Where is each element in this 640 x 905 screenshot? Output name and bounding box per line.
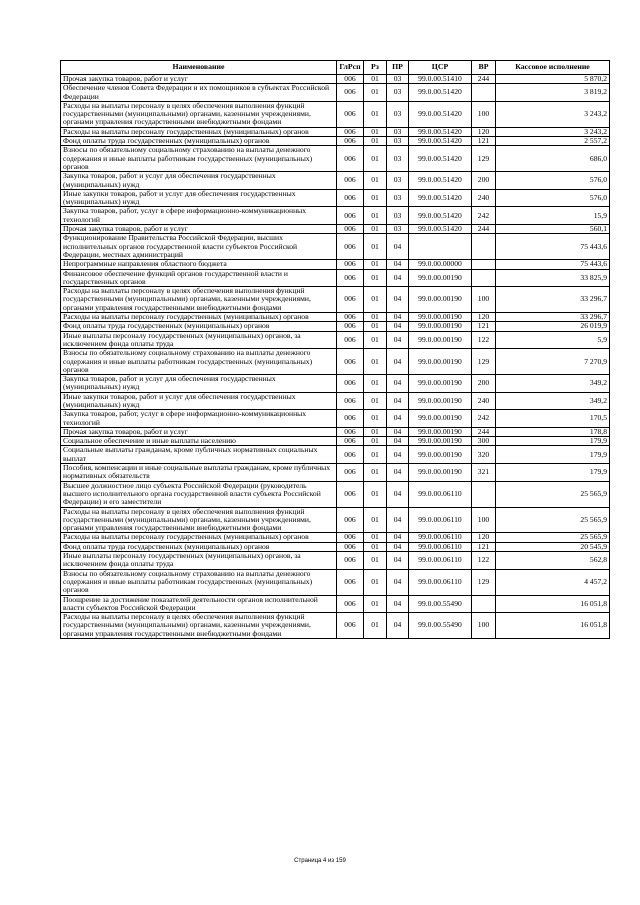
cell-vr: 244 — [472, 427, 496, 436]
cell-name: Непрограммные направления областного бюджета — [61, 260, 337, 269]
cell-vr: 244 — [472, 75, 496, 84]
cell-name: Прочая закупка товаров, работ и услуг — [61, 75, 337, 84]
table-row — [61, 410, 610, 428]
table-row — [61, 146, 610, 172]
cell-grp: 006 — [337, 234, 364, 260]
cell-vr — [472, 84, 496, 102]
cell-csr: 99.0.00.51420 — [409, 127, 472, 136]
cell-grp: 006 — [337, 189, 364, 207]
cell-vr: 121 — [472, 542, 496, 551]
page-footer: Страница 4 из 159 — [294, 858, 346, 864]
cell-csr: 99.0.00.06110 — [409, 552, 472, 570]
cell-vr — [472, 260, 496, 269]
table-row — [61, 287, 610, 313]
table-row — [61, 207, 610, 225]
cell-name: Фонд оплаты труда государственных (муниципальных) органов — [61, 322, 337, 331]
cell-rz: 01 — [364, 533, 387, 542]
cell-csr: 99.0.00.06110 — [409, 542, 472, 551]
cell-pr: 03 — [387, 207, 409, 225]
cell-csr: 99.0.00.51410 — [409, 75, 472, 84]
cell-csr: 99.0.00.00190 — [409, 427, 472, 436]
cell-vr — [472, 234, 496, 260]
cell-sum: 16 051,8 — [496, 595, 610, 613]
cell-sum: 686,0 — [496, 146, 610, 172]
table-row — [61, 322, 610, 331]
cell-vr: 129 — [472, 349, 496, 375]
cell-grp: 006 — [337, 287, 364, 313]
cell-pr: 03 — [387, 101, 409, 127]
cell-vr: 129 — [472, 146, 496, 172]
cell-sum: 33 296,7 — [496, 287, 610, 313]
cell-grp: 006 — [337, 542, 364, 551]
table-row — [61, 375, 610, 393]
cell-csr: 99.0.00.51420 — [409, 101, 472, 127]
budget-sheet — [60, 60, 609, 639]
cell-rz: 01 — [364, 75, 387, 84]
cell-rz: 01 — [364, 507, 387, 533]
header-grp: ГлРсп — [337, 61, 364, 75]
cell-sum: 16 051,8 — [496, 613, 610, 639]
cell-sum: 562,8 — [496, 552, 610, 570]
cell-vr: 100 — [472, 287, 496, 313]
cell-name: Закупка товаров, работ и услуг для обеспечения государственных (муниципальных) нужд — [61, 375, 337, 393]
cell-name: Взносы по обязательному социальному страхованию на выплаты денежного содержания и иные выплаты работникам государственных (муниципальных) органов — [61, 146, 337, 172]
cell-pr: 04 — [387, 410, 409, 428]
cell-pr: 04 — [387, 552, 409, 570]
cell-pr: 04 — [387, 437, 409, 446]
cell-grp: 006 — [337, 437, 364, 446]
cell-vr: 100 — [472, 613, 496, 639]
cell-sum: 3 243,2 — [496, 127, 610, 136]
cell-grp: 006 — [337, 613, 364, 639]
header-pr: ПР — [387, 61, 409, 75]
table-body — [61, 75, 610, 639]
cell-vr: 200 — [472, 375, 496, 393]
budget-table — [60, 60, 610, 639]
cell-vr: 240 — [472, 189, 496, 207]
cell-pr: 03 — [387, 84, 409, 102]
cell-rz: 01 — [364, 137, 387, 146]
cell-vr: 242 — [472, 207, 496, 225]
cell-vr: 129 — [472, 569, 496, 595]
cell-rz: 01 — [364, 269, 387, 287]
cell-sum: 7 270,9 — [496, 349, 610, 375]
cell-rz: 01 — [364, 225, 387, 234]
cell-pr: 04 — [387, 313, 409, 322]
cell-pr: 04 — [387, 375, 409, 393]
cell-vr — [472, 595, 496, 613]
cell-sum: 179,9 — [496, 446, 610, 464]
cell-rz: 01 — [364, 392, 387, 410]
cell-csr: 99.0.00.51420 — [409, 84, 472, 102]
cell-pr: 04 — [387, 287, 409, 313]
cell-name: Прочая закупка товаров, работ и услуг — [61, 427, 337, 436]
cell-grp: 006 — [337, 375, 364, 393]
cell-pr: 04 — [387, 349, 409, 375]
table-row — [61, 613, 610, 639]
cell-pr: 03 — [387, 225, 409, 234]
table-row — [61, 349, 610, 375]
cell-rz: 01 — [364, 446, 387, 464]
cell-name: Обеспечение членов Совета Федерации и их помощников в субъектах Российской Федерации — [61, 84, 337, 102]
cell-name: Иные выплаты персоналу государственных (муниципальных) органов, за исключением фонда оплаты труда — [61, 552, 337, 570]
cell-csr: 99.0.00.06110 — [409, 533, 472, 542]
cell-csr: 99.0.00.00000 — [409, 260, 472, 269]
cell-rz: 01 — [364, 595, 387, 613]
cell-name: Иные закупки товаров, работ и услуг для обеспечения государственных (муниципальных) нужд — [61, 392, 337, 410]
cell-csr: 99.0.00.00190 — [409, 446, 472, 464]
cell-vr: 244 — [472, 225, 496, 234]
cell-vr: 242 — [472, 410, 496, 428]
cell-pr: 04 — [387, 331, 409, 349]
table-row — [61, 260, 610, 269]
cell-sum: 33 825,9 — [496, 269, 610, 287]
cell-sum: 5,9 — [496, 331, 610, 349]
cell-sum: 576,0 — [496, 172, 610, 190]
cell-csr: 99.0.00.55490 — [409, 613, 472, 639]
cell-sum: 2 557,2 — [496, 137, 610, 146]
cell-sum: 349,2 — [496, 375, 610, 393]
cell-csr: 99.0.00.00190 — [409, 269, 472, 287]
cell-sum: 560,1 — [496, 225, 610, 234]
table-row — [61, 189, 610, 207]
cell-rz: 01 — [364, 410, 387, 428]
cell-pr: 03 — [387, 75, 409, 84]
cell-csr: 99.0.00.51420 — [409, 189, 472, 207]
cell-pr: 04 — [387, 464, 409, 482]
cell-pr: 04 — [387, 481, 409, 507]
cell-rz: 01 — [364, 146, 387, 172]
cell-sum: 15,9 — [496, 207, 610, 225]
cell-csr: 99.0.00.51420 — [409, 172, 472, 190]
table-row — [61, 446, 610, 464]
cell-grp: 006 — [337, 127, 364, 136]
cell-vr: 100 — [472, 507, 496, 533]
cell-grp: 006 — [337, 481, 364, 507]
cell-pr: 04 — [387, 260, 409, 269]
cell-vr: 100 — [472, 101, 496, 127]
cell-csr: 99.0.00.00190 — [409, 287, 472, 313]
cell-rz: 01 — [364, 207, 387, 225]
cell-rz: 01 — [364, 349, 387, 375]
cell-grp: 006 — [337, 552, 364, 570]
cell-csr: 99.0.00.00190 — [409, 464, 472, 482]
cell-csr: 99.0.00.51420 — [409, 137, 472, 146]
cell-grp: 006 — [337, 464, 364, 482]
cell-name: Расходы на выплаты персоналу государственных (муниципальных) органов — [61, 127, 337, 136]
cell-rz: 01 — [364, 427, 387, 436]
cell-rz: 01 — [364, 569, 387, 595]
cell-rz: 01 — [364, 101, 387, 127]
cell-grp: 006 — [337, 507, 364, 533]
cell-name: Расходы на выплаты персоналу государственных (муниципальных) органов — [61, 533, 337, 542]
cell-csr: 99.0.00.00190 — [409, 331, 472, 349]
cell-vr — [472, 481, 496, 507]
cell-csr: 99.0.00.00190 — [409, 437, 472, 446]
cell-pr: 04 — [387, 392, 409, 410]
cell-name: Иные выплаты персоналу государственных (муниципальных) органов, за исключением фонда оплаты труда — [61, 331, 337, 349]
cell-sum: 75 443,6 — [496, 234, 610, 260]
cell-pr: 03 — [387, 146, 409, 172]
cell-csr: 99.0.00.00190 — [409, 349, 472, 375]
cell-name: Расходы на выплаты персоналу в целях обеспечения выполнения функций государственными (муниципальными) органами, казенными учреждениями, органами управления государственными внебюджетными фондами — [61, 101, 337, 127]
cell-vr: 240 — [472, 392, 496, 410]
cell-vr: 122 — [472, 331, 496, 349]
cell-pr: 04 — [387, 269, 409, 287]
cell-sum: 26 019,9 — [496, 322, 610, 331]
cell-csr — [409, 234, 472, 260]
table-row — [61, 464, 610, 482]
table-row — [61, 569, 610, 595]
cell-grp: 006 — [337, 313, 364, 322]
cell-grp: 006 — [337, 269, 364, 287]
cell-rz: 01 — [364, 127, 387, 136]
cell-name: Расходы на выплаты персоналу в целях обеспечения выполнения функций государственными (муниципальными) органами, казенными учреждениями, органами управления государственными внебюджетными фондами — [61, 507, 337, 533]
cell-rz: 01 — [364, 84, 387, 102]
cell-sum: 4 457,2 — [496, 569, 610, 595]
cell-name: Социальные выплаты гражданам, кроме публичных нормативных социальных выплат — [61, 446, 337, 464]
cell-grp: 006 — [337, 446, 364, 464]
cell-name: Расходы на выплаты персоналу государственных (муниципальных) органов — [61, 313, 337, 322]
cell-csr: 99.0.00.00190 — [409, 410, 472, 428]
cell-grp: 006 — [337, 569, 364, 595]
cell-csr: 99.0.00.51420 — [409, 225, 472, 234]
cell-rz: 01 — [364, 234, 387, 260]
cell-pr: 04 — [387, 234, 409, 260]
cell-grp: 006 — [337, 207, 364, 225]
cell-grp: 006 — [337, 595, 364, 613]
cell-grp: 006 — [337, 260, 364, 269]
cell-pr: 04 — [387, 446, 409, 464]
cell-pr: 03 — [387, 189, 409, 207]
cell-csr: 99.0.00.06110 — [409, 481, 472, 507]
cell-rz: 01 — [364, 331, 387, 349]
table-row — [61, 533, 610, 542]
cell-name: Фонд оплаты труда государственных (муниципальных) органов — [61, 137, 337, 146]
cell-name: Высшее должностное лицо субъекта Российской Федерации (руководитель высшего исполнительного органа государственной власти субъекта Российской Федерации) и его заместители — [61, 481, 337, 507]
cell-name: Взносы по обязательному социальному страхованию на выплаты денежного содержания и иные выплаты работникам государственных (муниципальных) органов — [61, 569, 337, 595]
cell-pr: 04 — [387, 542, 409, 551]
cell-sum: 3 243,2 — [496, 101, 610, 127]
cell-sum: 5 870,2 — [496, 75, 610, 84]
cell-rz: 01 — [364, 437, 387, 446]
header-rz: Рз — [364, 61, 387, 75]
cell-grp: 006 — [337, 331, 364, 349]
header-name: Наименование — [61, 61, 337, 75]
cell-pr: 04 — [387, 569, 409, 595]
table-row — [61, 101, 610, 127]
cell-rz: 01 — [364, 189, 387, 207]
cell-rz: 01 — [364, 260, 387, 269]
cell-grp: 006 — [337, 322, 364, 331]
cell-rz: 01 — [364, 313, 387, 322]
table-row — [61, 84, 610, 102]
cell-grp: 006 — [337, 172, 364, 190]
cell-name: Иные закупки товаров, работ и услуг для обеспечения государственных (муниципальных) нужд — [61, 189, 337, 207]
cell-sum: 20 545,9 — [496, 542, 610, 551]
table-row — [61, 595, 610, 613]
table-row — [61, 172, 610, 190]
cell-vr: 200 — [472, 172, 496, 190]
cell-name: Пособия, компенсации и иные социальные выплаты гражданам, кроме публичных нормативных обязательств — [61, 464, 337, 482]
cell-grp: 006 — [337, 146, 364, 172]
cell-pr: 03 — [387, 137, 409, 146]
cell-sum: 75 443,6 — [496, 260, 610, 269]
cell-name: Социальное обеспечение и иные выплаты населению — [61, 437, 337, 446]
cell-grp: 006 — [337, 75, 364, 84]
table-row — [61, 234, 610, 260]
cell-grp: 006 — [337, 410, 364, 428]
cell-csr: 99.0.00.51420 — [409, 146, 472, 172]
cell-name: Фонд оплаты труда государственных (муниципальных) органов — [61, 542, 337, 551]
cell-pr: 04 — [387, 427, 409, 436]
header-sum: Кассовое исполнение — [496, 61, 610, 75]
cell-csr: 99.0.00.00190 — [409, 313, 472, 322]
cell-vr: 320 — [472, 446, 496, 464]
cell-csr: 99.0.00.06110 — [409, 569, 472, 595]
cell-csr: 99.0.00.51420 — [409, 207, 472, 225]
cell-sum: 576,0 — [496, 189, 610, 207]
cell-vr: 122 — [472, 552, 496, 570]
cell-sum: 3 819,2 — [496, 84, 610, 102]
cell-name: Расходы на выплаты персоналу в целях обеспечения выполнения функций государственными (муниципальными) органами, казенными учреждениями, органами управления государственными внебюджетными фондами — [61, 613, 337, 639]
cell-grp: 006 — [337, 137, 364, 146]
cell-csr: 99.0.00.00190 — [409, 375, 472, 393]
cell-sum: 25 565,9 — [496, 507, 610, 533]
cell-csr: 99.0.00.00190 — [409, 392, 472, 410]
cell-rz: 01 — [364, 287, 387, 313]
cell-pr: 03 — [387, 172, 409, 190]
cell-grp: 006 — [337, 533, 364, 542]
cell-vr: 120 — [472, 313, 496, 322]
cell-csr: 99.0.00.55490 — [409, 595, 472, 613]
table-header-row — [61, 61, 610, 75]
cell-sum: 179,9 — [496, 437, 610, 446]
cell-rz: 01 — [364, 613, 387, 639]
cell-name: Функционирование Правительства Российской Федерации, высших исполнительных органов государственной власти субъектов Российской Федерации, местных администраций — [61, 234, 337, 260]
cell-vr: 321 — [472, 464, 496, 482]
cell-vr: 121 — [472, 137, 496, 146]
cell-name: Финансовое обеспечение функций органов государственной власти и государственных органов — [61, 269, 337, 287]
header-vr: ВР — [472, 61, 496, 75]
cell-sum: 349,2 — [496, 392, 610, 410]
cell-sum: 178,8 — [496, 427, 610, 436]
cell-vr: 300 — [472, 437, 496, 446]
cell-name: Закупка товаров, работ, услуг в сфере информационно-коммуникационных технологий — [61, 410, 337, 428]
cell-grp: 006 — [337, 349, 364, 375]
cell-name: Закупка товаров, работ и услуг для обеспечения государственных (муниципальных) нужд — [61, 172, 337, 190]
cell-rz: 01 — [364, 552, 387, 570]
cell-csr: 99.0.00.00190 — [409, 322, 472, 331]
cell-pr: 04 — [387, 533, 409, 542]
cell-pr: 04 — [387, 322, 409, 331]
cell-pr: 04 — [387, 595, 409, 613]
cell-sum: 25 565,9 — [496, 481, 610, 507]
cell-rz: 01 — [364, 375, 387, 393]
table-row — [61, 507, 610, 533]
cell-rz: 01 — [364, 322, 387, 331]
table-row — [61, 392, 610, 410]
cell-grp: 006 — [337, 101, 364, 127]
cell-grp: 006 — [337, 392, 364, 410]
cell-grp: 006 — [337, 225, 364, 234]
cell-name: Закупка товаров, работ, услуг в сфере информационно-коммуникационных технологий — [61, 207, 337, 225]
cell-name: Поощрение за достижение показателей деятельности органов исполнительной власти субъектов Российской Федерации — [61, 595, 337, 613]
cell-rz: 01 — [364, 464, 387, 482]
cell-csr: 99.0.00.06110 — [409, 507, 472, 533]
table-row — [61, 331, 610, 349]
cell-vr — [472, 269, 496, 287]
table-row — [61, 481, 610, 507]
cell-name: Взносы по обязательному социальному страхованию на выплаты денежного содержания и иные выплаты работникам государственных (муниципальных) органов — [61, 349, 337, 375]
cell-pr: 04 — [387, 507, 409, 533]
cell-pr: 04 — [387, 613, 409, 639]
cell-sum: 25 565,9 — [496, 533, 610, 542]
cell-sum: 179,9 — [496, 464, 610, 482]
cell-rz: 01 — [364, 481, 387, 507]
table-row — [61, 552, 610, 570]
cell-vr: 120 — [472, 127, 496, 136]
cell-name: Прочая закупка товаров, работ и услуг — [61, 225, 337, 234]
cell-vr: 120 — [472, 533, 496, 542]
cell-pr: 03 — [387, 127, 409, 136]
cell-grp: 006 — [337, 84, 364, 102]
cell-name: Расходы на выплаты персоналу в целях обеспечения выполнения функций государственными (муниципальными) органами, казенными учреждениями, органами управления государственными внебюджетными фондами — [61, 287, 337, 313]
cell-rz: 01 — [364, 172, 387, 190]
cell-grp: 006 — [337, 427, 364, 436]
header-csr: ЦСР — [409, 61, 472, 75]
cell-rz: 01 — [364, 542, 387, 551]
table-row — [61, 269, 610, 287]
cell-sum: 33 296,7 — [496, 313, 610, 322]
cell-vr: 121 — [472, 322, 496, 331]
cell-sum: 170,5 — [496, 410, 610, 428]
